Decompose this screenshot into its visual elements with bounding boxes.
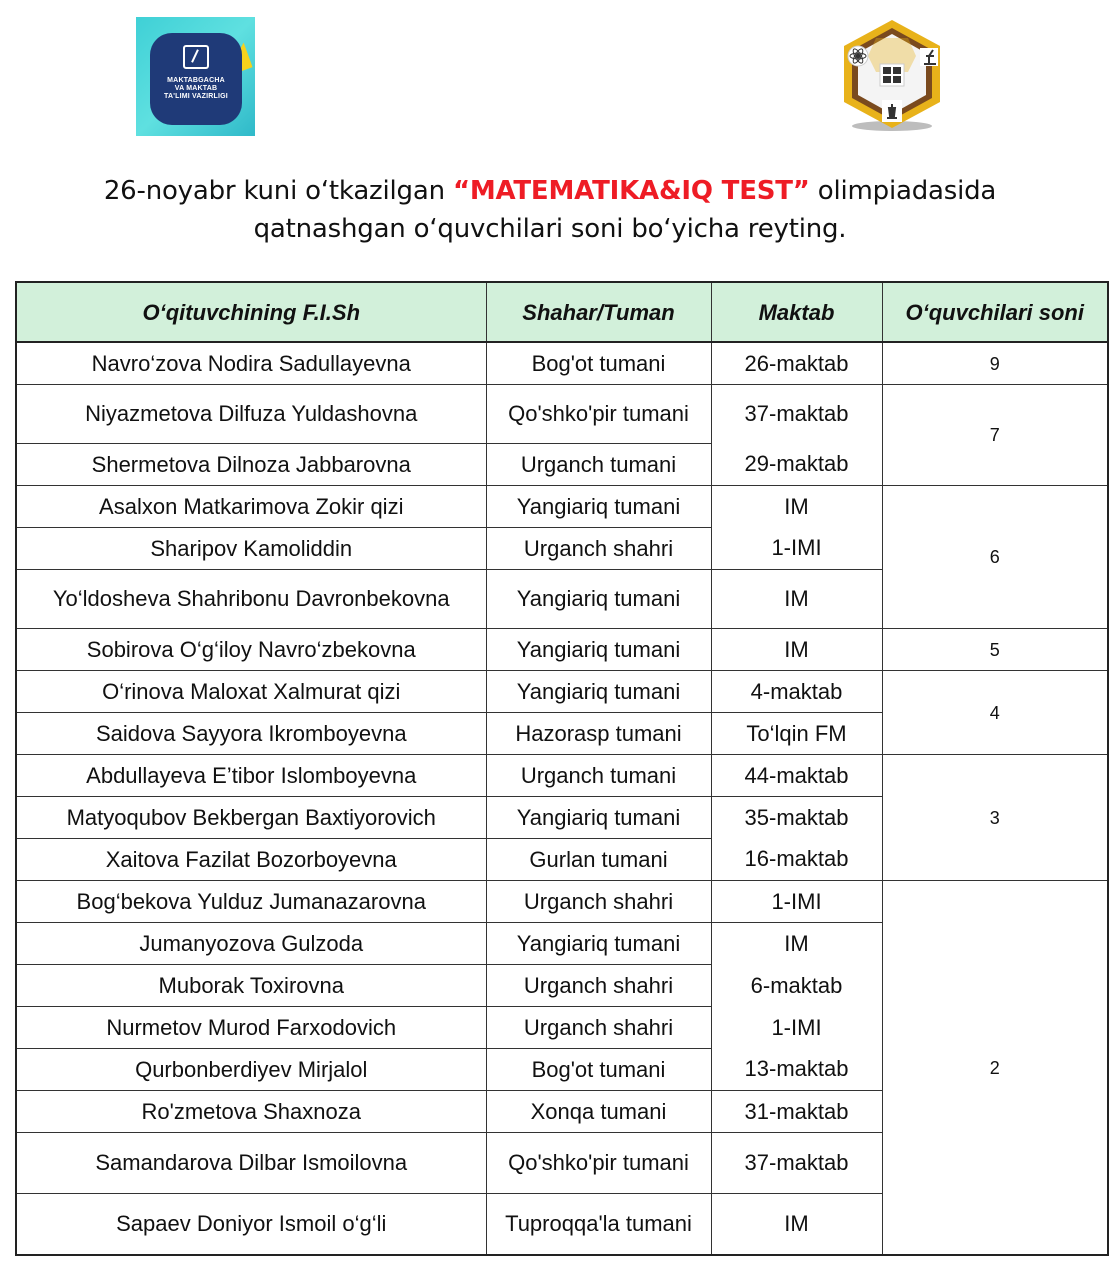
teacher-name: Asalxon Matkarimova Zokir qizi (16, 486, 486, 528)
header-district: Shahar/Tuman (486, 282, 711, 342)
district: Yangiariq tumani (486, 923, 711, 965)
table-row (16, 629, 1108, 671)
header-teacher-name: O‘qituvchining F.I.Sh (16, 282, 486, 342)
student-count: 3 (882, 755, 1108, 881)
district: Urganch tumani (486, 444, 711, 486)
teacher-name: Saidova Sayyora Ikromboyevna (16, 713, 486, 755)
student-count: 9 (882, 342, 1108, 385)
teacher-name: Ro'zmetova Shaxnoza (16, 1091, 486, 1133)
student-count: 7 (882, 385, 1108, 486)
school: IM (711, 570, 882, 629)
teacher-name: Matyoqubov Bekbergan Baxtiyorovich (16, 797, 486, 839)
student-count: 4 (882, 671, 1108, 755)
header-student-count: O‘quvchilari soni (882, 282, 1108, 342)
school: IM (711, 486, 882, 528)
school: IM (711, 1194, 882, 1256)
ministry-logo-line2: VA MAKTAB (174, 85, 218, 92)
school: 44-maktab (711, 755, 882, 797)
title-part1: 26-noyabr kuni o‘tkazilgan (103, 176, 453, 206)
teacher-name: Xaitova Fazilat Bozorboyevna (16, 839, 486, 881)
ministry-logo (136, 17, 255, 136)
teacher-name: O‘rinova Maloxat Xalmurat qizi (16, 671, 486, 713)
student-count: 2 (882, 881, 1108, 1256)
school: 6-maktab (711, 965, 882, 1007)
school: 31-maktab (711, 1091, 882, 1133)
school: 1-IMI (711, 528, 882, 570)
header-school: Maktab (711, 282, 882, 342)
school: 37-maktab (711, 385, 882, 444)
table-row (16, 755, 1108, 797)
student-count: 5 (882, 629, 1108, 671)
teacher-name: Qurbonberdiyev Mirjalol (16, 1049, 486, 1091)
district: Urganch tumani (486, 755, 711, 797)
teacher-name: Sapaev Doniyor Ismoil o‘g‘li (16, 1194, 486, 1256)
teacher-name: Nurmetov Murod Farxodovich (16, 1007, 486, 1049)
table-row (16, 342, 1108, 385)
teacher-name: Abdullayeva E’tibor Islomboyevna (16, 755, 486, 797)
district: Urganch shahri (486, 528, 711, 570)
school: 26-maktab (711, 342, 882, 385)
district: Qo'shko'pir tumani (486, 385, 711, 444)
district: Yangiariq tumani (486, 486, 711, 528)
district: Urganch shahri (486, 965, 711, 1007)
teacher-name: Niyazmetova Dilfuza Yuldashovna (16, 385, 486, 444)
district: Urganch shahri (486, 1007, 711, 1049)
teacher-name: Yo‘ldosheva Shahribonu Davronbekovna (16, 570, 486, 629)
teacher-name: Bog‘bekova Yulduz Jumanazarovna (16, 881, 486, 923)
title-line2: qatnashgan o‘quvchilari soni bo‘yicha reyting. (253, 214, 847, 244)
school: 1-IMI (711, 1007, 882, 1049)
teacher-name: Jumanyozova Gulzoda (16, 923, 486, 965)
table-row (16, 881, 1108, 923)
teacher-name: Shermetova Dilnoza Jabbarovna (16, 444, 486, 486)
school: 4-maktab (711, 671, 882, 713)
table-header-row (16, 282, 1108, 342)
rating-table (15, 281, 1109, 1256)
ministry-logo-plate (150, 33, 242, 125)
school: 35-maktab (711, 797, 882, 839)
district: Yangiariq tumani (486, 629, 711, 671)
school: To‘lqin FM (711, 713, 882, 755)
table-row (16, 486, 1108, 528)
title-highlight: “MATEMATIKA&IQ TEST” (452, 176, 810, 206)
district: Xonqa tumani (486, 1091, 711, 1133)
school: 29-maktab (711, 444, 882, 486)
teacher-name: Navro‘zova Nodira Sadullayevna (16, 342, 486, 385)
school: 1-IMI (711, 881, 882, 923)
district: Hazorasp tumani (486, 713, 711, 755)
district: Bog'ot tumani (486, 1049, 711, 1091)
district: Yangiariq tumani (486, 570, 711, 629)
district: Bog'ot tumani (486, 342, 711, 385)
teacher-name: Samandarova Dilbar Ismoilovna (16, 1133, 486, 1194)
ministry-logo-line3: TA'LIMI VAZIRLIGI (164, 93, 228, 100)
book-icon (183, 45, 209, 69)
title-line1 (0, 172, 1100, 210)
table-row (16, 671, 1108, 713)
olympiad-emblem-icon (836, 16, 948, 134)
ministry-logo-line1: MAKTABGACHA (167, 77, 225, 84)
district: Tuproqqa'la tumani (486, 1194, 711, 1256)
page-title (0, 172, 1100, 248)
school: IM (711, 923, 882, 965)
table-row (16, 385, 1108, 444)
school: 37-maktab (711, 1133, 882, 1194)
district: Yangiariq tumani (486, 671, 711, 713)
student-count: 6 (882, 486, 1108, 629)
title-part2: olimpiadasida (809, 176, 997, 206)
teacher-name: Muborak Toxirovna (16, 965, 486, 1007)
school: 13-maktab (711, 1049, 882, 1091)
district: Urganch shahri (486, 881, 711, 923)
district: Yangiariq tumani (486, 797, 711, 839)
district: Qo'shko'pir tumani (486, 1133, 711, 1194)
teacher-name: Sharipov Kamoliddin (16, 528, 486, 570)
school: 16-maktab (711, 839, 882, 881)
teacher-name: Sobirova O‘g‘iloy Navro‘zbekovna (16, 629, 486, 671)
school: IM (711, 629, 882, 671)
district: Gurlan tumani (486, 839, 711, 881)
